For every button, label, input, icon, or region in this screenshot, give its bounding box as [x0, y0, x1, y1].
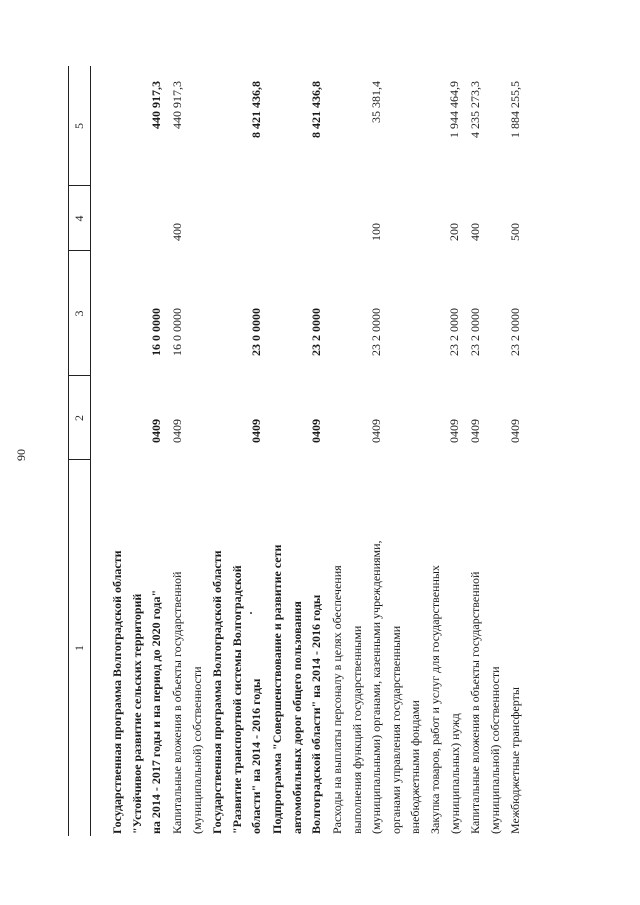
row-amount: 440 917,3 — [170, 81, 184, 129]
row-code: 0409 — [249, 419, 263, 443]
row-amount: 440 917,3 — [149, 81, 163, 129]
table-row — [466, 66, 506, 836]
row-amount: 1 944 464,9 — [447, 81, 461, 138]
table-row — [426, 66, 466, 836]
row-description: Государственная программа Волгоградской области "Устойчивое развитие сельских территорий на 2014 - 2017 годы и на период до 2020 года" — [110, 550, 163, 834]
row-type: 500 — [508, 223, 522, 241]
table-row — [268, 66, 328, 836]
row-code: 0409 — [149, 419, 163, 443]
row-program: 23 2 0000 — [468, 308, 482, 356]
row-type: 400 — [170, 223, 184, 241]
table-row — [208, 66, 268, 836]
row-code: 0409 — [468, 419, 482, 443]
row-program: 16 0 0000 — [149, 308, 163, 356]
scan-speck — [250, 612, 252, 614]
row-code: 0409 — [447, 419, 461, 443]
row-description: Расходы на выплаты персоналу в целях обеспечения выполнения функций государственными (муниципальными) органами, казенными учреждениями, органами управления государственными внебюджетными фондами — [330, 540, 422, 834]
row-amount: 1 884 255,5 — [508, 81, 522, 138]
header-col-3: 3 — [71, 310, 86, 317]
row-description: Капитальные вложения в объекты государственной (муниципальной) собственности — [170, 571, 204, 834]
table-row — [108, 66, 168, 836]
row-program: 16 0 0000 — [170, 308, 184, 356]
header-col-2: 2 — [71, 415, 86, 421]
row-code: 0409 — [508, 419, 522, 443]
row-description: Подпрограмма "Совершенствование и развитие сети автомобильных дорог общего пользования Волгоградской области" на 2014 - 2016 годы — [270, 544, 323, 834]
row-description: Капитальные вложения в объекты государственной (муниципальной) собственности — [468, 571, 502, 834]
row-amount: 35 381,4 — [369, 81, 383, 123]
row-program: 23 2 0000 — [508, 308, 522, 356]
budget-table — [68, 66, 528, 836]
row-program: 23 0 0000 — [249, 308, 263, 356]
row-amount: 8 421 436,8 — [249, 81, 263, 138]
table-header-rule — [90, 66, 91, 836]
row-description: Межбюджетные трансферты — [508, 687, 522, 834]
header-col-5: 5 — [71, 123, 86, 129]
header-col-1: 1 — [71, 645, 86, 651]
row-code: 0409 — [369, 419, 383, 443]
row-code: 0409 — [170, 419, 184, 443]
table-row — [168, 66, 208, 836]
row-amount: 4 235 273,3 — [468, 81, 482, 138]
row-type: 400 — [468, 223, 482, 241]
row-program: 23 2 0000 — [369, 308, 383, 356]
row-amount: 8 421 436,8 — [309, 81, 323, 138]
row-description: Государственная программа Волгоградской области "Развитие транспортной системы Волгоградской области" на 2014 - 2016 годы — [210, 550, 263, 834]
row-type: 100 — [369, 223, 383, 241]
row-type: 200 — [447, 223, 461, 241]
row-program: 23 2 0000 — [447, 308, 461, 356]
table-row — [506, 66, 526, 836]
row-program: 23 2 0000 — [309, 308, 323, 356]
row-description: Закупка товаров, работ и услуг для государственных (муниципальных) нужд — [428, 565, 462, 834]
table-row — [328, 66, 426, 836]
header-col-4: 4 — [71, 215, 86, 222]
row-code: 0409 — [309, 419, 323, 443]
page-number: 90 — [13, 449, 28, 461]
